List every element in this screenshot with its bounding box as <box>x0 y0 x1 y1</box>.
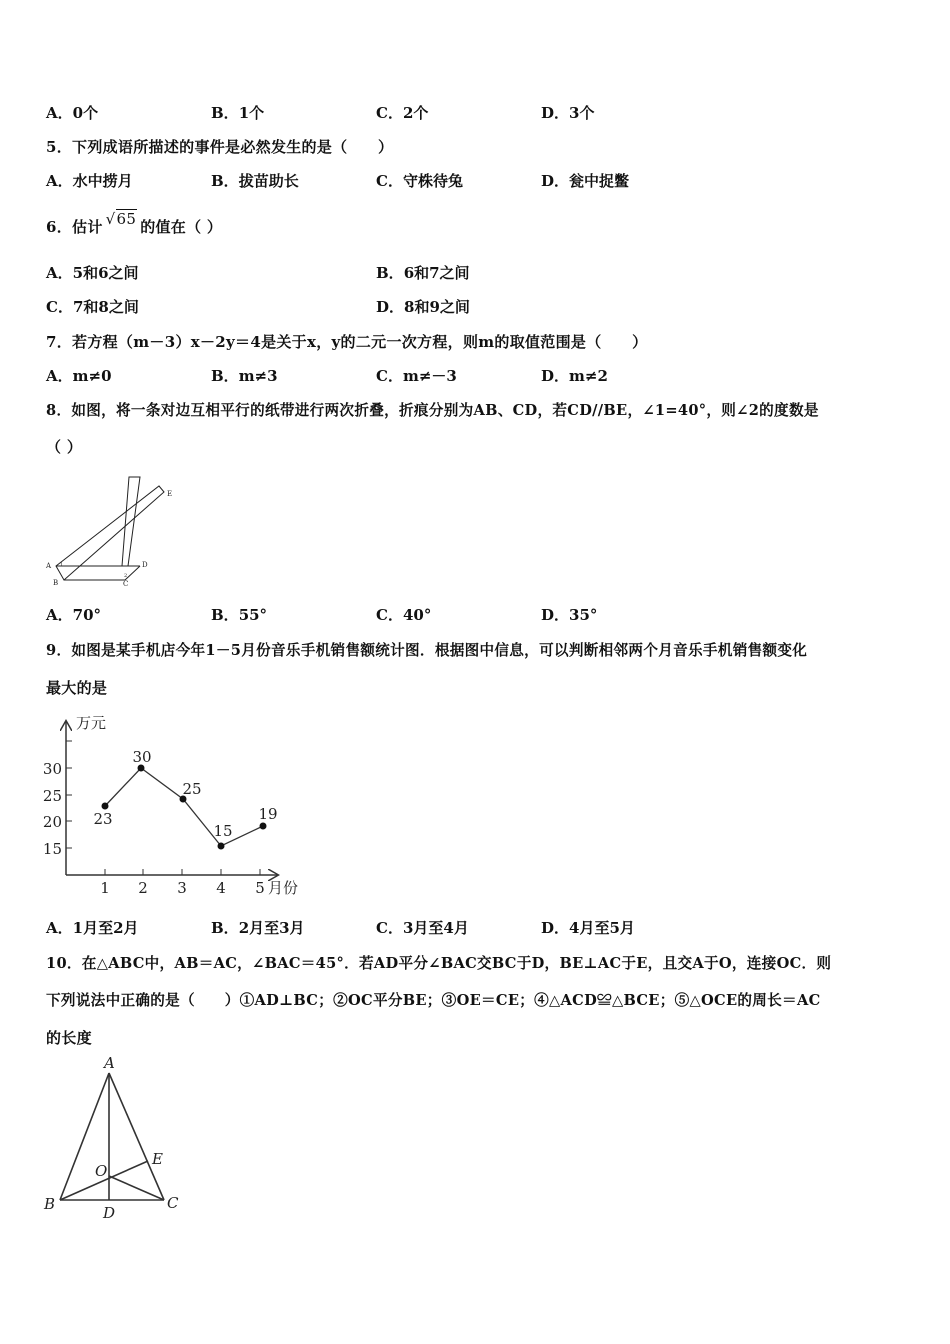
vertex-a-label: A <box>104 1054 115 1072</box>
y-axis-label: 万元 <box>76 714 107 732</box>
q6-stem: 6．估计 √65 的值在（ ） <box>46 210 223 236</box>
data-point-4 <box>218 843 225 850</box>
angle-2-label: 2 <box>124 573 128 579</box>
y-tick-20: 20 <box>42 813 62 831</box>
label-b: B <box>53 579 59 587</box>
q8-paper-fold-figure <box>44 474 179 589</box>
q9-option-d[interactable]: D．4月至5月 <box>541 919 635 937</box>
q8-option-b[interactable]: B．55° <box>211 606 268 624</box>
label-d: D <box>142 561 148 569</box>
y-tick-30: 30 <box>42 760 62 778</box>
q9-option-a[interactable]: A．1月至2月 <box>46 919 139 937</box>
q6-option-a[interactable]: A．5和6之间 <box>46 264 139 282</box>
q6-option-d[interactable]: D．8和9之间 <box>376 298 470 316</box>
label-e: E <box>167 490 173 498</box>
q7-option-a[interactable]: A．m≠0 <box>46 367 112 385</box>
q6-option-b[interactable]: B．6和7之间 <box>376 264 470 282</box>
x-axis-label: 月份 <box>268 879 299 897</box>
q6-option-c[interactable]: C．7和8之间 <box>46 298 139 316</box>
data-label-4: 15 <box>213 822 233 840</box>
data-label-5: 19 <box>258 805 278 823</box>
q8-stem-line2: （ ） <box>46 438 83 456</box>
q7-option-d[interactable]: D．m≠2 <box>541 367 608 385</box>
label-a: A <box>46 562 52 570</box>
q5-stem: 5．下列成语所描述的事件是必然发生的是（ ） <box>46 138 394 156</box>
q9-option-b[interactable]: B．2月至3月 <box>211 919 305 937</box>
q9-sales-line-chart <box>40 710 310 900</box>
q10-triangle-figure <box>40 1050 190 1225</box>
q7-option-b[interactable]: B．m≠3 <box>211 367 278 385</box>
sqrt-expression: √65 <box>105 210 137 228</box>
angle-1-label: 1 <box>60 562 64 568</box>
q5-option-a[interactable]: A．水中捞月 <box>46 172 133 190</box>
data-label-1: 23 <box>93 810 113 828</box>
q5-option-b[interactable]: B．拔苗助长 <box>211 172 299 190</box>
point-o-label: O <box>95 1162 108 1180</box>
data-point-5 <box>260 823 267 830</box>
q4-option-c[interactable]: C．2个 <box>376 104 429 122</box>
q10-stem-line3: 的长度 <box>46 1029 92 1047</box>
label-c: C <box>123 580 129 588</box>
point-d-label: D <box>103 1204 116 1222</box>
q7-stem: 7．若方程（m－3）x－2y＝4是关于x，y的二元一次方程，则m的取值范围是（ ） <box>46 333 648 351</box>
q4-option-b[interactable]: B．1个 <box>211 104 265 122</box>
q9-stem-line2: 最大的是 <box>46 679 108 697</box>
q4-option-d[interactable]: D．3个 <box>541 104 595 122</box>
x-tick-5: 5 <box>255 879 265 897</box>
vertex-c-label: C <box>167 1194 179 1212</box>
q9-stem-line1: 9．如图是某手机店今年1－5月份音乐手机销售额统计图．根据图中信息，可以判断相邻两个月音乐手机销售额变化 <box>46 642 808 659</box>
x-tick-2: 2 <box>138 879 148 897</box>
q9-option-c[interactable]: C．3月至4月 <box>376 919 469 937</box>
y-tick-15: 15 <box>42 840 62 858</box>
x-tick-4: 4 <box>216 879 226 897</box>
x-tick-1: 1 <box>100 879 110 897</box>
q10-stem-line1: 10．在△ABC中，AB＝AC，∠BAC＝45°．若AD平分∠BAC交BC于D，BE⊥AC于E，且交A于O，连接OC．则 <box>46 955 832 972</box>
q8-option-a[interactable]: A．70° <box>46 606 102 624</box>
q8-stem-line1: 8．如图，将一条对边互相平行的纸带进行两次折叠，折痕分别为AB、CD，若CD//BE，∠1=40°，则∠2的度数是 <box>46 402 819 419</box>
vertex-b-label: B <box>44 1195 56 1213</box>
x-tick-3: 3 <box>177 879 187 897</box>
q7-option-c[interactable]: C．m≠－3 <box>376 367 457 385</box>
q8-option-d[interactable]: D．35° <box>541 606 598 624</box>
q5-option-d[interactable]: D．瓮中捉鳖 <box>541 172 630 190</box>
y-tick-25: 25 <box>42 787 62 805</box>
q4-option-a[interactable]: A．0个 <box>46 104 99 122</box>
q5-option-c[interactable]: C．守株待兔 <box>376 172 463 190</box>
point-e-label: E <box>152 1150 163 1168</box>
data-label-3: 25 <box>182 780 202 798</box>
data-label-2: 30 <box>132 748 152 766</box>
q10-stem-line2: 下列说法中正确的是（ ）①AD⊥BC；②OC平分BE；③OE＝CE；④△ACD≌△BCE；⑤△OCE的周长＝AC <box>46 992 821 1009</box>
data-point-1 <box>102 803 109 810</box>
q8-option-c[interactable]: C．40° <box>376 606 432 624</box>
